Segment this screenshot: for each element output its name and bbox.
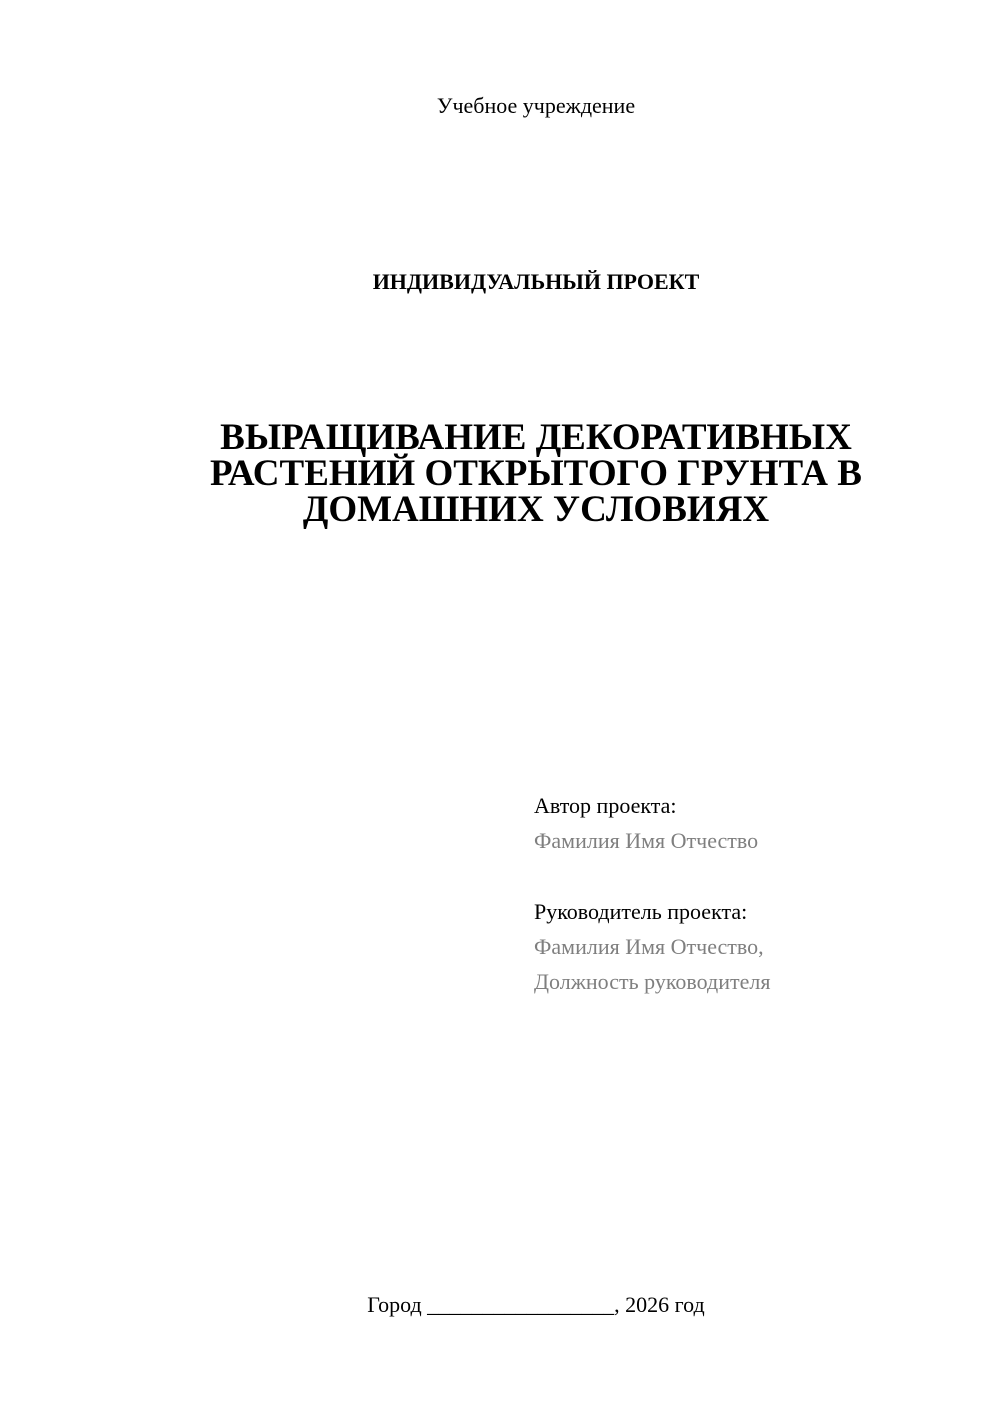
city-year-line: Город _________________, 2026 год (367, 1292, 705, 1317)
credits-spacer (534, 858, 770, 894)
credits-block (534, 788, 770, 999)
project-title-line-1: ВЫРАЩИВАНИЕ ДЕКОРАТИВНЫХ (220, 417, 852, 458)
project-title-line-2: РАСТЕНИЙ ОТКРЫТОГО ГРУНТА В (210, 453, 862, 494)
supervisor-label: Руководитель проекта: (534, 899, 748, 924)
supervisor-position: Должность руководителя (534, 969, 771, 994)
author-label: Автор проекта: (534, 793, 677, 818)
supervisor-name: Фамилия Имя Отчество, (534, 934, 764, 959)
project-title-line-3: ДОМАШНИХ УСЛОВИЯХ (302, 489, 770, 530)
institution-name: Учебное учреждение (436, 93, 636, 118)
document-type: ИНДИВИДУАЛЬНЫЙ ПРОЕКТ (372, 269, 700, 294)
project-title (0, 417, 1000, 530)
author-name: Фамилия Имя Отчество (534, 828, 759, 853)
